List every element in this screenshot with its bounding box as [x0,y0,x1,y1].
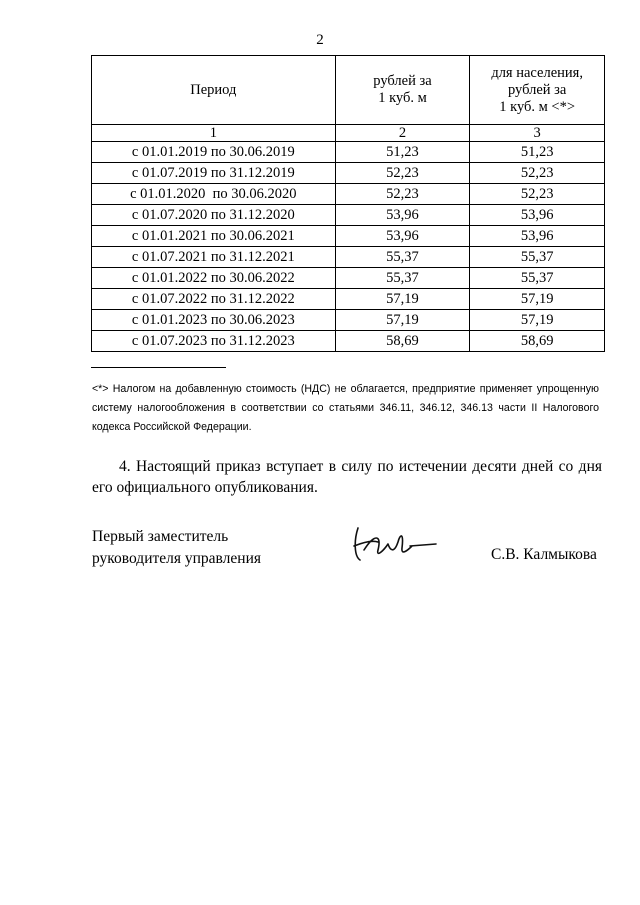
table-row [92,289,605,310]
handwritten-signature [350,520,440,566]
table-row [92,331,605,352]
population-rate-cell: 57,19 [470,310,605,331]
page-number: 2 [316,32,324,48]
period-cell: с 01.01.2023 по 30.06.2023 [92,310,336,331]
table-row [92,184,605,205]
footnote-separator [91,367,226,368]
period-cell: с 01.07.2023 по 31.12.2023 [92,331,336,352]
rate-cell: 51,23 [335,142,470,163]
table-row [92,247,605,268]
population-rate-cell: 58,69 [470,331,605,352]
population-rate-cell: 55,37 [470,247,605,268]
period-cell: с 01.07.2020 по 31.12.2020 [92,205,336,226]
rate-cell: 52,23 [335,184,470,205]
population-rate-cell: 55,37 [470,268,605,289]
rate-cell: 53,96 [335,226,470,247]
column-number: 1 [92,125,336,142]
rate-cell: 58,69 [335,331,470,352]
period-cell: с 01.01.2021 по 30.06.2021 [92,226,336,247]
footnote: <*> Налогом на добавленную стоимость (НДС) не облагается, предприятие применяет упрощенную систему налогообложения в соответствии со статьями 346.11, 346.12, 346.13 части II Налогового кодекса Российской Федерации. [92,383,599,433]
period-cell: с 01.07.2019 по 31.12.2019 [92,163,336,184]
table-row [92,268,605,289]
period-cell: с 01.01.2020 по 30.06.2020 [92,184,336,205]
header-rub-per-m3: рублей за 1 куб. м [335,56,470,125]
column-number-row [92,125,605,142]
rate-cell: 55,37 [335,247,470,268]
table-row [92,205,605,226]
paragraph-4: 4. Настоящий приказ вступает в силу по истечении десяти дней со дня его официального опубликования. [92,458,602,496]
header-population-rub-per-m3: для населения, рублей за 1 куб. м <*> [470,56,605,125]
rate-cell: 53,96 [335,205,470,226]
column-number: 3 [470,125,605,142]
rate-cell: 57,19 [335,289,470,310]
signer-title [92,526,261,570]
population-rate-cell: 52,23 [470,184,605,205]
table-row [92,163,605,184]
rate-cell: 52,23 [335,163,470,184]
period-cell: с 01.07.2021 по 31.12.2021 [92,247,336,268]
signer-name: С.В. Калмыкова [491,546,597,563]
period-cell: с 01.01.2019 по 30.06.2019 [92,142,336,163]
period-cell: с 01.07.2022 по 31.12.2022 [92,289,336,310]
period-cell: с 01.01.2022 по 30.06.2022 [92,268,336,289]
population-rate-cell: 51,23 [470,142,605,163]
rate-cell: 55,37 [335,268,470,289]
population-rate-cell: 57,19 [470,289,605,310]
tariff-table [91,55,605,352]
population-rate-cell: 53,96 [470,226,605,247]
rate-cell: 57,19 [335,310,470,331]
table-header-row [92,56,605,125]
population-rate-cell: 53,96 [470,205,605,226]
population-rate-cell: 52,23 [470,163,605,184]
signer-title-line1: Первый заместитель [92,528,229,545]
table-row [92,310,605,331]
header-period: Период [92,56,336,125]
table-row [92,226,605,247]
signer-title-line2: руководителя управления [92,550,262,567]
table-row [92,142,605,163]
column-number: 2 [335,125,470,142]
